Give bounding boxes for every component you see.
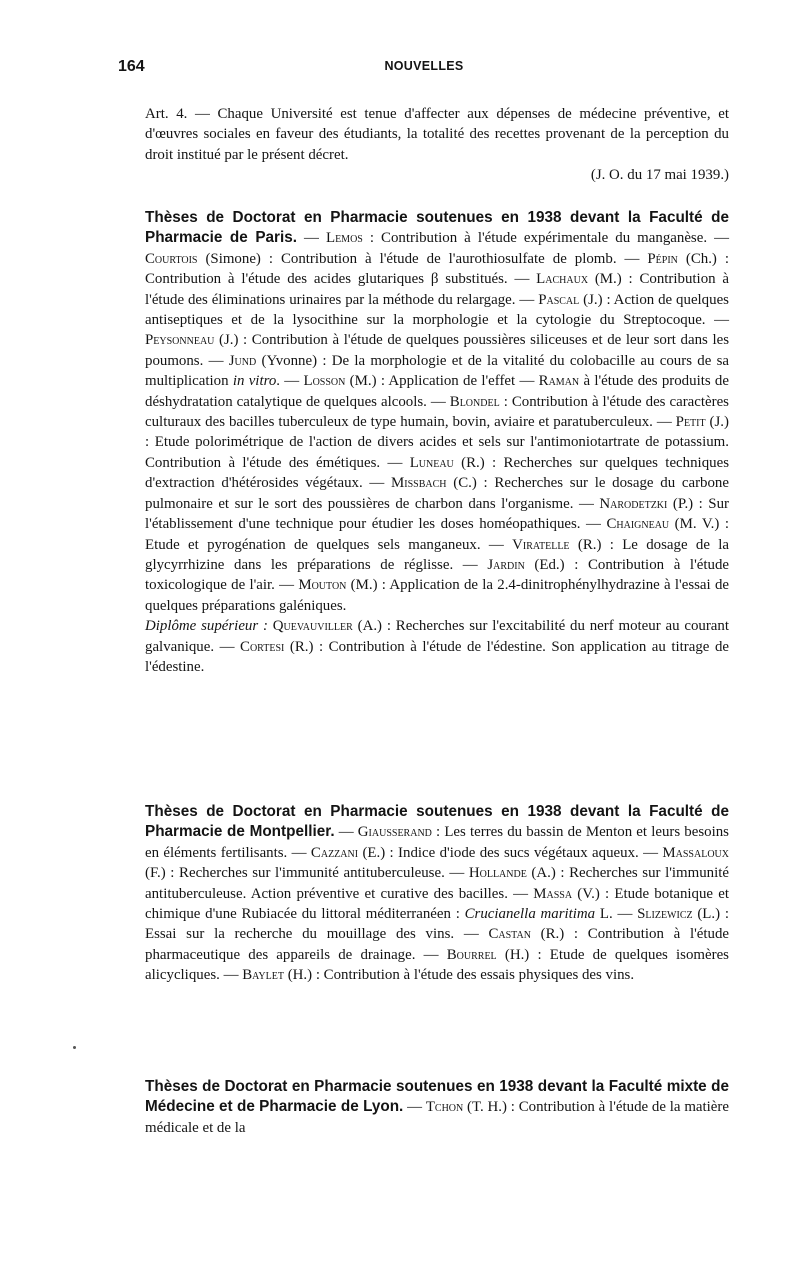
- thesis-author: Pascal: [538, 291, 580, 308]
- thesis-title: (F.) : Recherches sur l'immunité antituberculeuse.: [145, 865, 445, 882]
- thesis-title: (M.) : Contribution à l'étude des éliminations urinaires par la méthode du relargage.: [145, 271, 729, 308]
- scan-speck: [73, 1046, 76, 1049]
- thesis-author: Petit: [675, 414, 706, 431]
- diplome-label: Diplôme supérieur :: [145, 618, 268, 635]
- thesis-title: (M.) : Application de la 2.4-dinitrophénylhydrazine à l'essai de quelques préparations galéniques.: [145, 577, 729, 614]
- thesis-title: (Ch.) : Contribution à l'étude des acides glutariques β substitués.: [145, 250, 729, 288]
- thesis-author: Massa: [533, 885, 573, 902]
- thesis-title: (R.) : Contribution à l'étude pharmaceutique des appareils de drainage.: [145, 926, 730, 963]
- thesis-author: Hollande: [468, 865, 527, 882]
- paris-paragraph: Thèses de Doctorat en Pharmacie soutenues en 1938 devant la Faculté de Pharmacie de Paris. — Lemos : Contribution à l'étude expérimentale du manganèse. — Courtois (Simone) : Contribution à l'étude de l'aurothiosulfate de plomb. — Pépin (Ch.) : Contribution à l'étude des acides glutariques β substitués. — Lachaux (M.) : Contribution à l'étude des éliminations urinaires par la méthode du relargage. — Pascal (J.) : Action de quelques antiseptiques et de la lysocithine sur la morphologie et la cytologie du Streptocoque. — Peysonneau (J.) : Contribution à l'étude de quelques poussières siliceuses et de leur sort dans les poumons. — Jund (Yvonne) : De la morphologie et de la vitalité du colobacille au cours de sa multiplication in vitro. — Losson (M.) : Application de l'effet — Raman à l'étude des produits de déshydratation catalytique de quelques alcools. — Blondel : Contribution à l'étude des caractères culturaux des bacilles tuberculeux de type humain, bovin, aviaire et paratuberculeux. — Petit (J.) : Etude polorimétrique de l'action de divers acides et sels sur l'antimoniotartrate de potassium. Contribution à l'étude des émétiques. — Luneau (R.) : Recherches sur quelques techniques d'extraction d'hétérosides végétaux. — Missbach (C.) : Recherches sur le dosage du carbone pulmonaire et sur le sort des poussières de charbon dans l'organisme. — Narodetzki (P.) : Sur l'établissement d'une technique pour étudier les doses homéopathiques. — Chaigneau (M. V.) : Etude et pyrogénation de quelques sels manganeux. — Viratelle (R.) : Le dosage de la glycyrrhizine dans les préparations de réglisse. — Jardin (Ed.) : Contribution à l'étude toxicologique de l'air. — Mouton (M.) : Application de la 2.4-dinitrophénylhydrazine à l'essai de quelques préparations galéniques.: [145, 209, 730, 614]
- montpellier-heading: Thèses de Doctorat en Pharmacie soutenues en 1938 devant la Faculté de Pharmacie de Montpellier.: [145, 803, 729, 841]
- thesis-title: (A.) : Recherches sur l'immunité antituberculeuse. Action préventive et curative des bacilles.: [145, 865, 729, 902]
- thesis-title: (R.) : Recherches sur quelques techniques d'extraction d'hétérosides végétaux.: [145, 454, 729, 492]
- page-header: [118, 58, 730, 82]
- thesis-title: (V.) : Etude botanique et chimique d'une Rubiacée du littoral méditerranéen :: [145, 885, 729, 923]
- thesis-title: (H.) : Etude de quelques isomères alicycliques.: [145, 946, 729, 984]
- thesis-author: Blondel: [449, 393, 500, 410]
- article-4-source: (J. O. du 17 mai 1939.): [590, 167, 729, 184]
- article-4-text: Art. 4. — Chaque Université est tenue d'affecter aux dépenses de médecine préventive, et d'œuvres sociales en faveur des étudiants, la totalité des recettes provenant de la perception du droit institué par le présent décret.: [145, 106, 729, 163]
- thesis-title: (T. H.) : Contribution à l'étude de la matière médicale et de la: [145, 1099, 729, 1136]
- paris-heading: Thèses de Doctorat en Pharmacie soutenues en 1938 devant la Faculté de Pharmacie de Paris.: [145, 209, 729, 247]
- thesis-author: Lemos: [325, 230, 363, 247]
- thesis-title-tail: .: [276, 373, 281, 390]
- thesis-author: Chaigneau: [606, 516, 670, 533]
- thesis-author: Jardin: [487, 556, 525, 573]
- thesis-author: Peysonneau: [145, 332, 215, 349]
- page-number: 164: [118, 58, 145, 75]
- thesis-title: (P.) : Sur l'établissement d'une technique pour étudier les doses homéopathiques.: [145, 495, 729, 533]
- thesis-author: Viratelle: [512, 536, 570, 553]
- thesis-title: (H.) : Contribution à l'étude des essais physiques des vins.: [283, 967, 635, 984]
- thesis-author: Giausserand: [357, 824, 432, 841]
- thesis-author: Cortesi: [240, 638, 285, 655]
- thesis-title: : Les terres du bassin de Menton et leurs besoins en éléments fertilisants.: [145, 824, 729, 861]
- lyon-heading: Thèses de Doctorat en Pharmacie soutenues en 1938 devant la Faculté mixte de Médecine et de Pharmacie de Lyon.: [145, 1078, 729, 1116]
- thesis-author: Raman: [538, 373, 580, 390]
- thesis-title: (R.) : Contribution à l'étude de l'édestine. Son application au titrage de l'édestine.: [145, 638, 729, 675]
- montpellier-section: [145, 802, 729, 986]
- thesis-title: (C.) : Recherches sur le dosage du carbone pulmonaire et sur le sort des poussières de charbon dans l'organisme.: [145, 475, 729, 512]
- thesis-author: Quevauviller: [272, 618, 353, 635]
- thesis-author: Cazzani: [310, 844, 359, 861]
- montpellier-paragraph: Thèses de Doctorat en Pharmacie soutenues en 1938 devant la Faculté de Pharmacie de Montpellier. — Giausserand : Les terres du bassin de Menton et leurs besoins en éléments fertilisants. — Cazzani (E.) : Indice d'iode des sucs végétaux aqueux. — Massaloux (F.) : Recherches sur l'immunité antituberculeuse. — Hollande (A.) : Recherches sur l'immunité antituberculeuse. Action préventive et curative des bacilles. — Massa (V.) : Etude botanique et chimique d'une Rubiacée du littoral méditerranéen : Crucianella maritima L. — Slizewicz (L.) : Essai sur la recherche du mouillage des vins. — Castan (R.) : Contribution à l'étude pharmaceutique des appareils de drainage. — Bourrel (H.) : Etude de quelques isomères alicycliques. — Baylet (H.) : Contribution à l'étude des essais physiques des vins.: [145, 803, 730, 984]
- thesis-title: : Contribution à l'étude des caractères culturaux des bacilles tuberculeux de type humain, bovin, aviaire et paratuberculeux.: [145, 393, 729, 431]
- thesis-title: (L.) : Essai sur la recherche du mouillage des vins.: [145, 906, 729, 943]
- thesis-title: : Contribution à l'étude expérimentale du manganèse.: [362, 230, 708, 247]
- thesis-author: Bourrel: [446, 946, 497, 963]
- thesis-author: Tchon: [425, 1099, 464, 1116]
- thesis-title: (E.) : Indice d'iode des sucs végétaux aqueux.: [358, 844, 639, 861]
- thesis-title-italic: Crucianella maritima: [464, 906, 596, 923]
- thesis-title: (A.) : Recherches sur l'excitabilité du nerf moteur au courant galvanique.: [145, 618, 730, 655]
- paris-diplome-paragraph: Diplôme supérieur : Quevauviller (A.) : Recherches sur l'excitabilité du nerf moteur au courant galvanique. — Cortesi (R.) : Contribution à l'étude de l'édestine. Son application au titrage de l'édestine.: [145, 618, 730, 675]
- thesis-title: (Simone) : Contribution à l'étude de l'aurothiosulfate de plomb.: [197, 250, 617, 267]
- thesis-title-italic: in vitro: [232, 373, 277, 390]
- thesis-title-tail: L.: [595, 906, 613, 923]
- thesis-author: Mouton: [298, 577, 347, 594]
- thesis-title: à l'étude des produits de déshydratation catalytique de quelques alcools.: [145, 373, 729, 410]
- thesis-author: Luneau: [409, 454, 454, 471]
- lyon-section: [145, 1077, 729, 1138]
- paris-section: [145, 208, 729, 677]
- thesis-author: Slizewicz: [637, 906, 693, 923]
- thesis-author: Losson: [303, 373, 346, 390]
- thesis-author: Jund: [228, 352, 257, 369]
- thesis-author: Courtois: [145, 250, 198, 267]
- thesis-author: Narodetzki: [599, 495, 668, 512]
- thesis-author: Lachaux: [536, 271, 589, 288]
- thesis-author: Baylet: [242, 967, 284, 984]
- thesis-author: Castan: [488, 926, 531, 943]
- thesis-title: (J.) : Contribution à l'étude de quelques poussières siliceuses et de leur sort dans les poumons.: [145, 332, 729, 369]
- thesis-title: (J.) : Etude polorimétrique de l'action de divers acides et sels sur l'antimoniotartrate de potassium. Contribution à l'étude des émétiques.: [145, 414, 729, 471]
- running-title: NOUVELLES: [384, 59, 464, 73]
- thesis-title: (Ed.) : Contribution à l'étude toxicologique de l'air.: [145, 556, 730, 594]
- thesis-title: (Yvonne) : De la morphologie et de la vitalité du colobacille au cours de sa multiplication: [145, 352, 729, 390]
- thesis-author: Pépin: [647, 250, 678, 267]
- lyon-paragraph: Thèses de Doctorat en Pharmacie soutenues en 1938 devant la Faculté mixte de Médecine et de Pharmacie de Lyon. — Tchon (T. H.) : Contribution à l'étude de la matière médicale et de la: [145, 1078, 729, 1136]
- thesis-title: (M. V.) : Etude et pyrogénation de quelques sels manganeux.: [145, 516, 729, 553]
- thesis-title: (J.) : Action de quelques antiseptiques et de la lysocithine sur la morphologie et la cytologie du Streptocoque.: [145, 291, 729, 329]
- article-4-paragraph: [145, 104, 729, 186]
- thesis-author: Missbach: [391, 475, 447, 492]
- thesis-author: Massaloux: [662, 844, 729, 861]
- thesis-title: (M.) : Application de l'effet: [345, 373, 520, 390]
- thesis-title: (R.) : Le dosage de la glycyrrhizine dans les préparations de réglisse.: [145, 536, 729, 573]
